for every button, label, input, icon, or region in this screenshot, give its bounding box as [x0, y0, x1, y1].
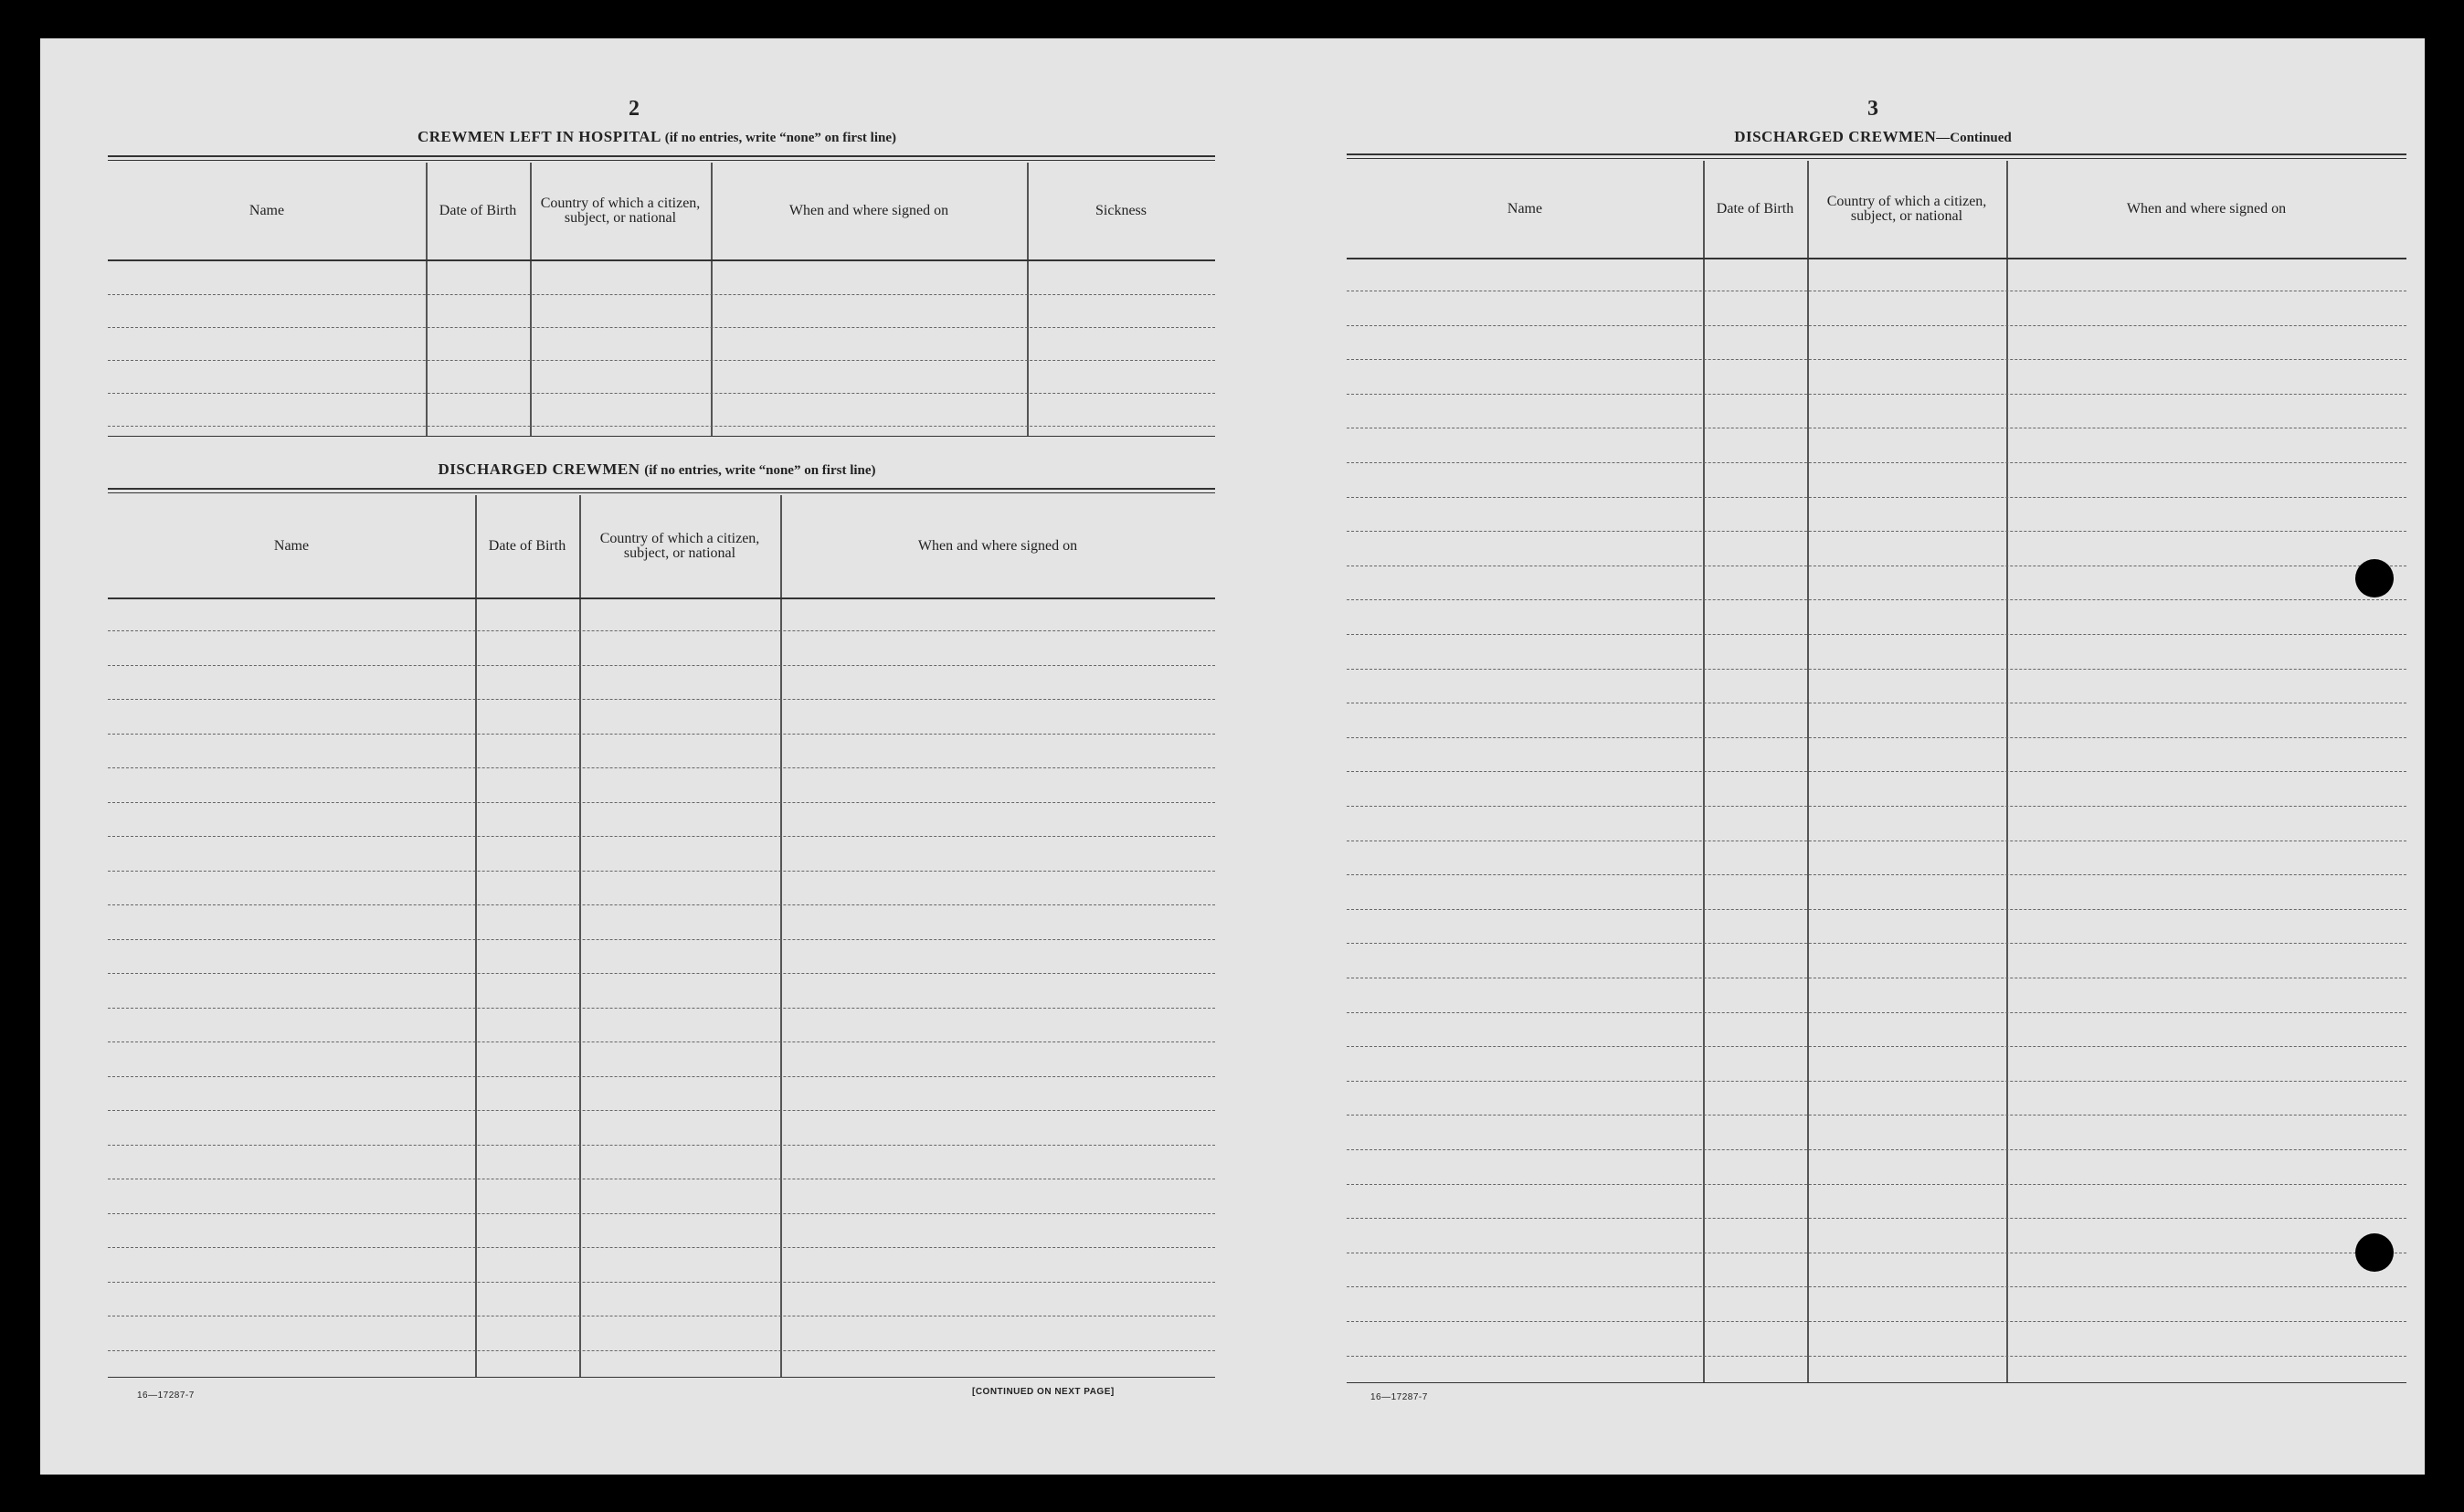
header-rule	[108, 259, 1215, 261]
row-line	[108, 1247, 1215, 1248]
row-line	[108, 1213, 1215, 1214]
discharged-continued-title	[1626, 128, 2120, 146]
row-line	[108, 699, 1215, 700]
punch-hole	[2355, 559, 2394, 597]
col-divider	[711, 163, 713, 436]
row-line	[108, 630, 1215, 631]
row-line	[108, 904, 1215, 905]
row-line	[108, 939, 1215, 940]
row-line	[108, 1350, 1215, 1351]
row-line	[1347, 599, 2406, 600]
col-divider	[780, 495, 782, 1377]
row-line	[108, 1145, 1215, 1146]
header-rule	[1347, 258, 2406, 259]
row-line	[108, 871, 1215, 872]
row-line	[1347, 1149, 2406, 1150]
col-name: Name	[249, 203, 285, 218]
row-line	[1347, 1356, 2406, 1357]
row-line	[1347, 325, 2406, 326]
row-line	[1347, 634, 2406, 635]
form-number: 16—17287-7	[137, 1390, 195, 1401]
row-line	[1347, 497, 2406, 498]
row-line	[108, 1282, 1215, 1283]
row-line	[1347, 394, 2406, 395]
col-dob: Date of Birth	[488, 538, 566, 554]
row-line	[108, 393, 1215, 394]
header-rule	[108, 597, 1215, 599]
row-line	[108, 294, 1215, 295]
col-divider	[1027, 163, 1029, 436]
row-line	[108, 836, 1215, 837]
col-sickness: Sickness	[1095, 203, 1147, 218]
page-number: 3	[1867, 97, 1878, 121]
row-line	[1347, 669, 2406, 670]
col-signed-on: When and where signed on	[917, 538, 1078, 554]
page-number: 2	[629, 97, 640, 121]
col-country: Country of which a citizen, subject, or national	[540, 196, 701, 226]
col-divider	[579, 495, 581, 1377]
page-2	[40, 38, 1237, 1475]
row-line	[1347, 1046, 2406, 1047]
row-line	[108, 327, 1215, 328]
col-signed-on: When and where signed on	[2126, 201, 2287, 217]
col-country: Country of which a citizen, subject, or national	[599, 531, 760, 561]
row-line	[1347, 737, 2406, 738]
row-line	[108, 665, 1215, 666]
row-line	[108, 1110, 1215, 1111]
row-line	[108, 1076, 1215, 1077]
col-dob: Date of Birth	[1716, 201, 1794, 217]
row-line	[108, 767, 1215, 768]
row-line	[108, 360, 1215, 361]
row-line	[1347, 462, 2406, 463]
row-line	[1347, 1321, 2406, 1322]
col-name: Name	[1507, 201, 1543, 217]
row-line	[108, 973, 1215, 974]
discharged-subtitle: (if no entries, write “none” on first line)	[644, 463, 876, 478]
col-divider	[475, 495, 477, 1377]
row-line	[108, 426, 1215, 427]
row-line	[1347, 874, 2406, 875]
hospital-title: CREWMEN LEFT IN HOSPITAL	[418, 128, 661, 145]
continued-note: [CONTINUED ON NEXT PAGE]	[972, 1387, 1115, 1397]
discharged-continued-table	[1347, 161, 2406, 1383]
col-divider	[426, 163, 428, 436]
hospital-top-rule	[108, 155, 1215, 161]
discharged-continued-main: DISCHARGED CREWMEN	[1734, 128, 1937, 145]
discharged-section-title	[95, 460, 1219, 479]
hospital-table	[108, 163, 1215, 437]
col-dob: Date of Birth	[439, 203, 517, 218]
row-line	[1347, 909, 2406, 910]
discharged-top-rule	[108, 488, 1215, 493]
row-line	[1347, 1081, 2406, 1082]
document-sheet	[40, 38, 2425, 1475]
punch-hole	[2355, 1233, 2394, 1272]
col-name: Name	[273, 538, 310, 554]
row-line	[1347, 771, 2406, 772]
discharged-continued-top-rule	[1347, 153, 2406, 159]
row-line	[108, 1041, 1215, 1042]
col-signed-on: When and where signed on	[788, 203, 949, 218]
row-line	[108, 1008, 1215, 1009]
row-line	[108, 734, 1215, 735]
row-line	[1347, 1218, 2406, 1219]
row-line	[1347, 806, 2406, 807]
row-line	[108, 802, 1215, 803]
row-line	[1347, 1012, 2406, 1013]
hospital-section-title	[95, 128, 1219, 146]
form-number: 16—17287-7	[1370, 1392, 1428, 1402]
row-line	[1347, 531, 2406, 532]
row-line	[1347, 1286, 2406, 1287]
continued-suffix: —Continued	[1936, 131, 2012, 145]
page-3	[1237, 38, 2425, 1475]
col-divider	[530, 163, 532, 436]
row-line	[1347, 1184, 2406, 1185]
discharged-title: DISCHARGED CREWMEN	[438, 460, 640, 478]
discharged-table	[108, 495, 1215, 1378]
col-country: Country of which a citizen, subject, or national	[1826, 194, 1987, 224]
row-line	[1347, 359, 2406, 360]
hospital-subtitle: (if no entries, write “none” on first line)	[664, 131, 896, 145]
row-line	[1347, 943, 2406, 944]
